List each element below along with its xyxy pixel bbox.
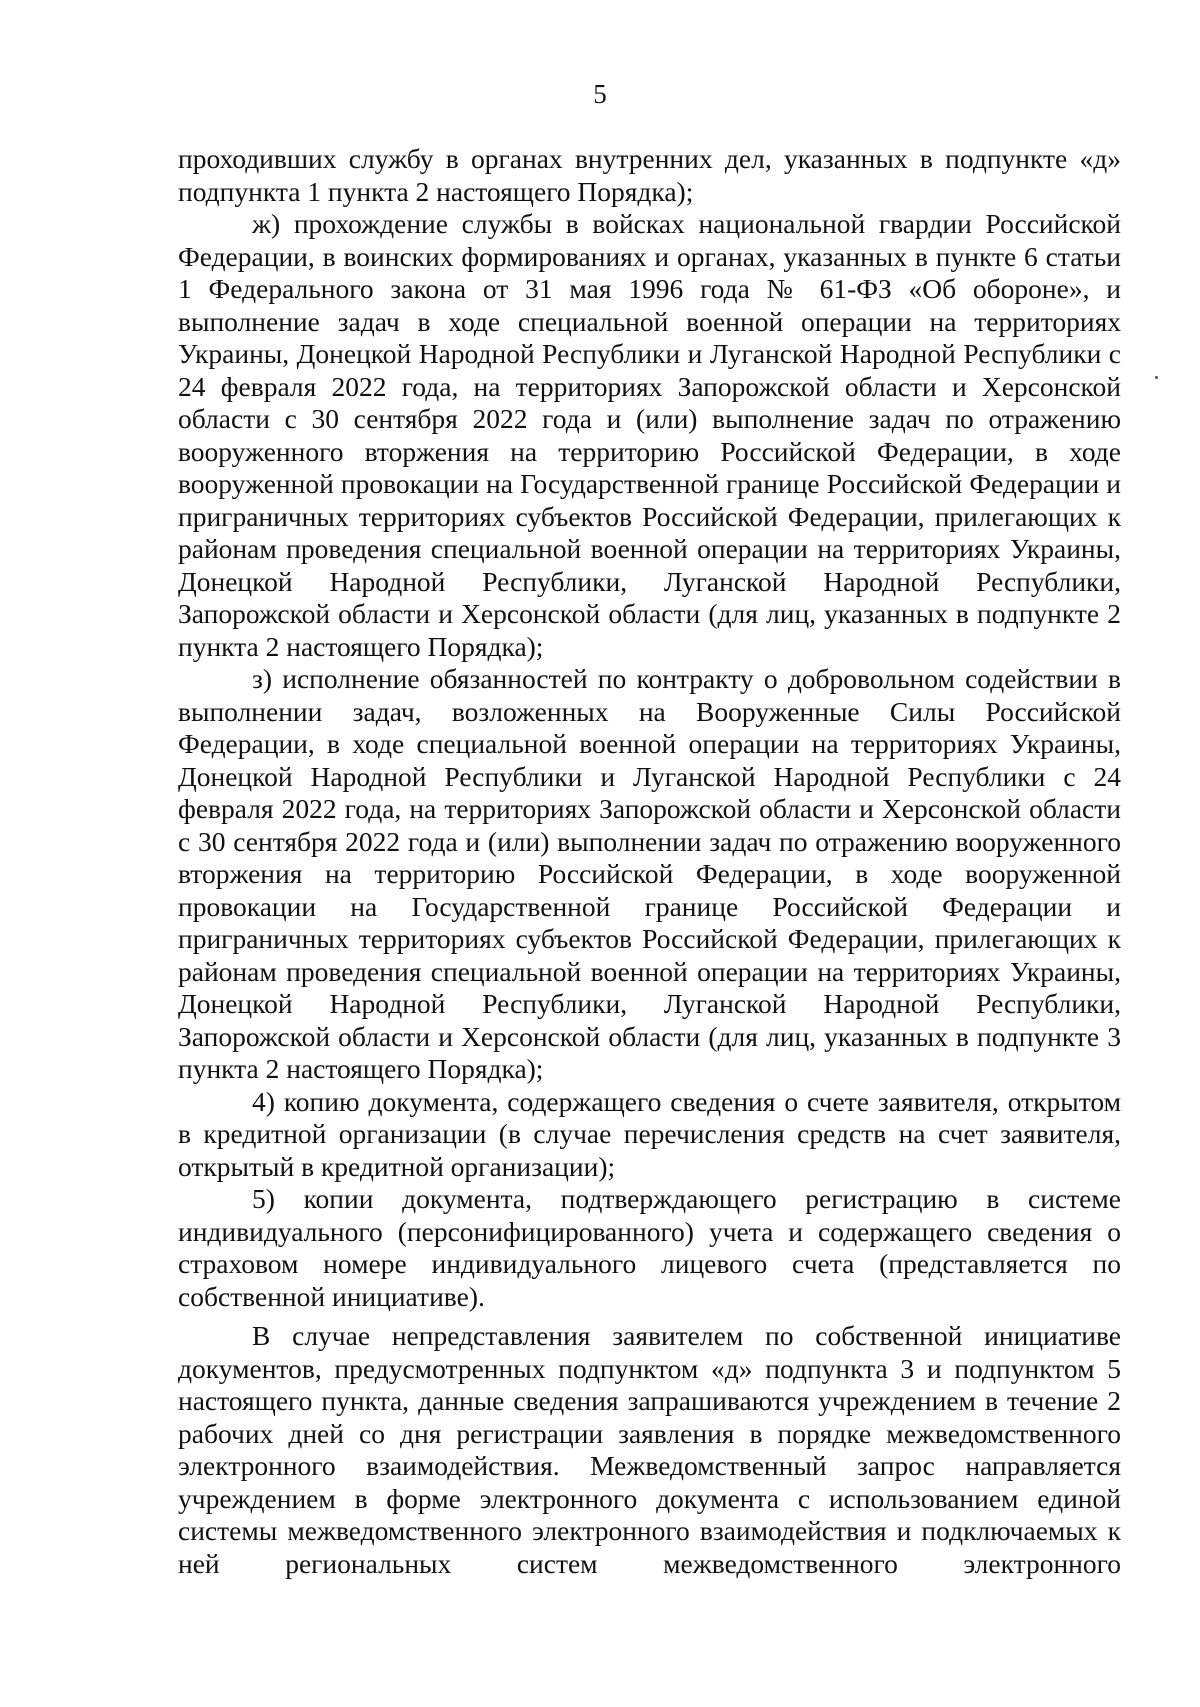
paragraph-item-zh: ж) прохождение службы в войсках национальной гвардии Российской Федерации, в воинских формированиях и органах, указанных в пункте 6 статьи 1 Федерального закона от 31 мая 1996 года № 61-ФЗ «Об обороне», и выполнение задач в ходе специальной военной операции на территориях Украины, Донецкой Народной Республики и Луганской Народной Республики с 24 февраля 2022 года, на территориях Запорожской области и Херсонской области с 30 сентября 2022 года и (или) выполнение задач по отражению вооруженного вторжения на территорию Российской Федерации, в ходе вооруженной провокации на Государственной границе Российской Федерации и приграничных территориях субъектов Российской Федерации, прилегающих к районам проведения специальной военной операции на территориях Украины, Донецкой Народной Республики, Луганской Народной Республики, Запорожской области и Херсонской области (для лиц, указанных в подпункте 2 пункта 2 настоящего Порядка);	[178, 208, 1121, 662]
page-number: 5	[593, 79, 607, 109]
paragraph-interagency-request: В случае непредставления заявителем по собственной инициативе документов, предусмотренных подпунктом «д» подпункта 3 и подпунктом 5 настоящего пункта, данные сведения запрашиваются учреждением в течение 2 рабочих дней со дня регистрации заявления в порядке межведомственного электронного взаимодействия. Межведомственный запрос направляется учреждением в форме электронного документа с использованием единой системы межведомственного электронного взаимодействия и подключаемых к ней региональных систем межведомственного электронного	[178, 1320, 1121, 1579]
scan-speck	[1155, 376, 1158, 379]
paragraph-item-5: 5) копии документа, подтверждающего регистрацию в системе индивидуального (персонифицированного) учета и содержащего сведения о страховом номере индивидуального лицевого счета (представляется по собственной инициативе).	[178, 1183, 1121, 1312]
document-body	[178, 143, 1121, 1580]
paragraph-item-z: з) исполнение обязанностей по контракту о добровольном содействии в выполнении задач, возложенных на Вооруженные Силы Российской Федерации, в ходе специальной военной операции на территориях Украины, Донецкой Народной Республики и Луганской Народной Республики с 24 февраля 2022 года, на территориях Запорожской области и Херсонской области с 30 сентября 2022 года и (или) выполнении задач по отражению вооруженного вторжения на территорию Российской Федерации, в ходе вооруженной провокации на Государственной границе Российской Федерации и приграничных территориях субъектов Российской Федерации, прилегающих к районам проведения специальной военной операции на территориях Украины, Донецкой Народной Республики, Луганской Народной Республики, Запорожской области и Херсонской области (для лиц, указанных в подпункте 3 пункта 2 настоящего Порядка);	[178, 663, 1121, 1084]
paragraph-item-4: 4) копию документа, содержащего сведения о счете заявителя, открытом в кредитной организации (в случае перечисления средств на счет заявителя, открытый в кредитной организации);	[178, 1085, 1121, 1182]
paragraph-continuation: проходивших службу в органах внутренних дел, указанных в подпункте «д» подпункта 1 пункта 2 настоящего Порядка);	[178, 143, 1121, 207]
